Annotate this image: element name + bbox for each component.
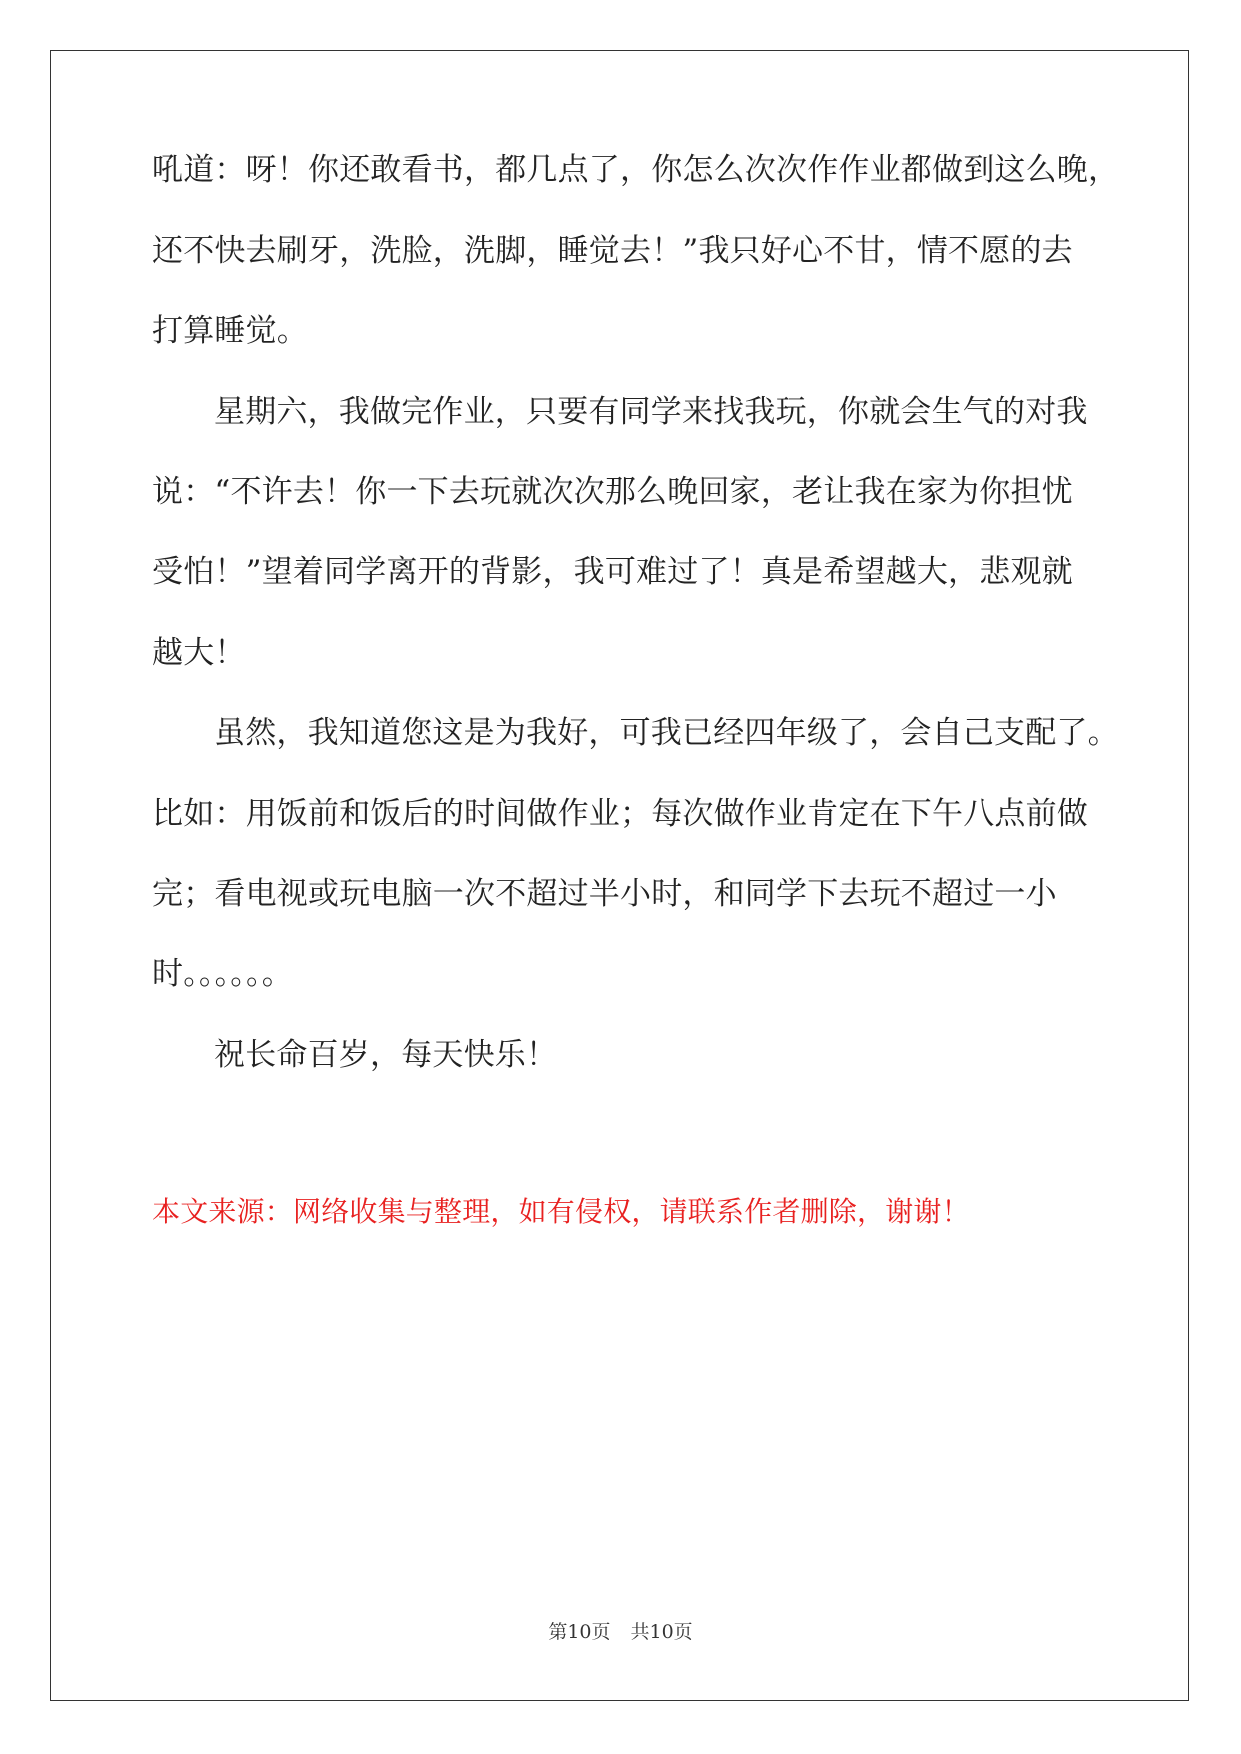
body-line: 完；看电视或玩电脑一次不超过半小时，和同学下去玩不超过一小 (152, 876, 1057, 912)
body-line: 打算睡觉。 (152, 313, 308, 349)
page-footer (0, 1617, 1241, 1644)
paragraph-start-line: 祝长命百岁，每天快乐！ (214, 1037, 558, 1073)
body-line: 还不快去刷牙，洗脸，洗脚，睡觉去！”我只好心不甘，情不愿的去 (152, 233, 1073, 269)
page-total: 共10页 (630, 1621, 693, 1643)
paragraph-start-line: 虽然，我知道您这是为我好，可我已经四年级了，会自己支配了。 (214, 715, 1119, 751)
body-line: 越大！ (152, 635, 246, 671)
body-line: 比如：用饭前和饭后的时间做作业；每次做作业肯定在下午八点前做 (152, 796, 1088, 832)
body-line: 说：“不许去！你一下去玩就次次那么晚回家，老让我在家为你担忧 (152, 474, 1073, 510)
body-line: 吼道：呀！你还敢看书，都几点了，你怎么次次作作业都做到这么晚， (152, 152, 1120, 188)
body-line: 时。。。。。。 (152, 956, 293, 992)
page-number: 第10页 (548, 1621, 611, 1643)
paragraph-start-line: 星期六，我做完作业，只要有同学来找我玩，你就会生气的对我 (214, 394, 1088, 430)
body-line: 受怕！”望着同学离开的背影，我可难过了！真是希望越大，悲观就 (152, 554, 1073, 590)
source-note: 本文来源：网络收集与整理，如有侵权，请联系作者删除，谢谢！ (152, 1195, 970, 1228)
